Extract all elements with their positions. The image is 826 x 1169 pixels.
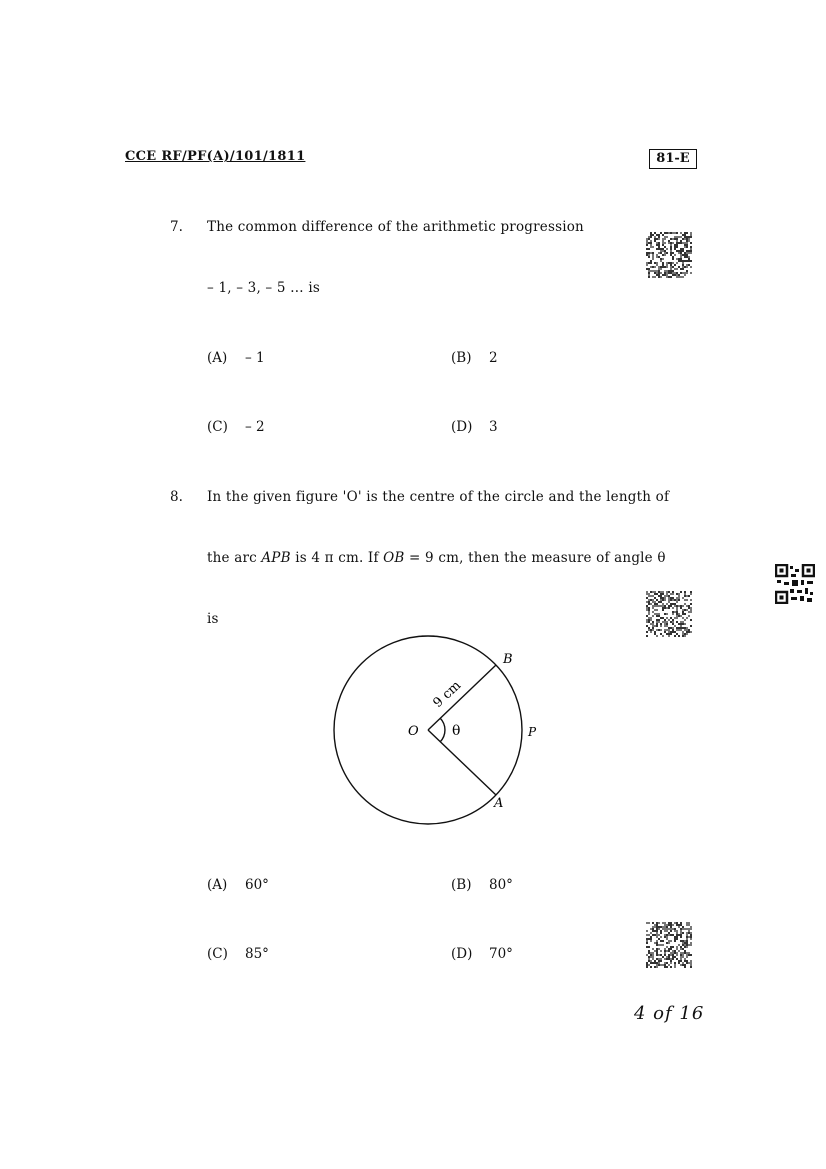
circle-figure [320, 630, 550, 834]
segment-name: OB [383, 550, 405, 566]
option-value: 80° [489, 877, 513, 893]
question-7-number: 7. [170, 219, 183, 235]
option-value: 60° [245, 877, 269, 893]
qr-code-icon [775, 564, 815, 608]
question-8-number: 8. [170, 489, 183, 505]
label-p: P [528, 725, 537, 739]
question-7-option-c [207, 419, 265, 435]
option-value: 2 [489, 350, 498, 366]
label-radius: 9 cm [430, 678, 465, 711]
question-8-option-a [207, 877, 269, 893]
qr-pattern [646, 922, 692, 968]
question-8-option-d [451, 946, 513, 962]
qr-pattern [646, 591, 692, 637]
question-8-option-b [451, 877, 513, 893]
text-segment: = 9 cm, then the measure of angle θ [404, 550, 666, 566]
label-theta: θ [452, 723, 461, 739]
question-7-text-line1: The common difference of the arithmetic progression [207, 219, 584, 235]
label-a: A [494, 796, 504, 811]
qr-code-icon [646, 922, 692, 972]
text-segment: is 4 π cm. If [290, 550, 384, 566]
paper-code-box: 81-E [649, 149, 697, 169]
question-7-option-a [207, 350, 265, 366]
qr-pattern [646, 232, 692, 278]
question-8-option-c [207, 946, 269, 962]
option-label: (B) [451, 877, 472, 893]
circle-diagram [320, 630, 550, 830]
question-7-text-line2: – 1, – 3, – 5 … is [207, 280, 320, 296]
qr-code-icon [646, 591, 692, 641]
option-value: 70° [489, 946, 513, 962]
option-label: (D) [451, 419, 473, 435]
qr-code-side [775, 564, 815, 604]
label-o: O [408, 724, 419, 739]
angle-arc [440, 718, 445, 742]
question-8-text-line1: In the given figure 'O' is the centre of the circle and the length of [207, 489, 670, 505]
label-b: B [503, 652, 513, 667]
question-8-text-line3: is [207, 611, 219, 627]
question-8-text-line2 [207, 550, 666, 566]
text-segment: the arc [207, 550, 262, 566]
exam-code: CCE RF/PF(A)/101/1811 [125, 149, 306, 164]
option-value: 3 [489, 419, 498, 435]
option-label: (B) [451, 350, 472, 366]
option-label: (A) [207, 350, 228, 366]
option-label: (D) [451, 946, 473, 962]
page-number: 4 of 16 [634, 1003, 705, 1024]
option-label: (C) [207, 419, 228, 435]
option-value: 85° [245, 946, 269, 962]
option-label: (C) [207, 946, 228, 962]
qr-code-icon [646, 232, 692, 282]
radius-oa [428, 730, 496, 795]
option-value: – 1 [245, 350, 265, 366]
option-label: (A) [207, 877, 228, 893]
option-value: – 2 [245, 419, 265, 435]
question-7-option-d [451, 419, 498, 435]
arc-name: APB [261, 550, 291, 566]
question-7-option-b [451, 350, 498, 366]
